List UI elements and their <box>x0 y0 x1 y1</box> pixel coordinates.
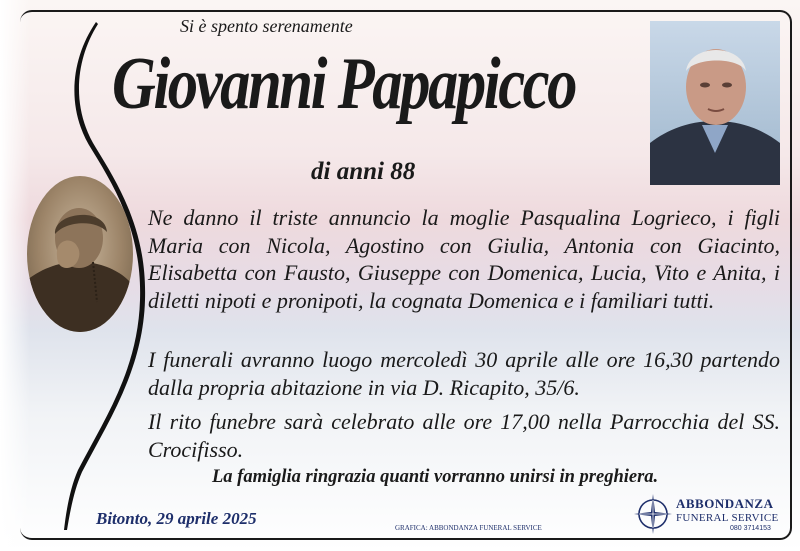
place-date: Bitonto, 29 aprile 2025 <box>96 509 257 528</box>
announcement-paragraph: Ne danno il triste annuncio la moglie Pasqualina Logrieco, i figli Maria con Nicola, Agostino con Giulia, Antonia con Giacinto, Elisabetta con Fausto, Giuseppe con Domenica, Lucia, Vito e Anita, i diletti nipoti e pronipoti, la cognata Domenica e i familiari tutti. <box>148 205 780 313</box>
thanks-line: La famiglia ringrazia quanti vorranno unirsi in preghiera. <box>212 467 659 487</box>
intro-line: Si è spento serenamente <box>180 16 353 36</box>
saint-figure <box>27 176 133 332</box>
portrait-figure <box>650 21 780 185</box>
funeral-service-logo <box>634 494 784 536</box>
logo-phone: 080 3714153 <box>730 525 771 532</box>
portrait-photo <box>650 21 780 185</box>
graphic-credit: GRAFICA: ABBONDANZA FUNERAL SERVICE <box>395 524 542 532</box>
age-line: di anni 88 <box>311 158 416 185</box>
deceased-name: Giovanni Papapicco <box>112 43 576 125</box>
saint-portrait <box>27 176 133 332</box>
funeral-paragraph: I funerali avranno luogo mercoledì 30 aprile alle ore 16,30 partendo dalla propria abitazione in via D. Ricapito, 35/6. <box>148 347 780 400</box>
rite-paragraph: Il rito funebre sarà celebrato alle ore 17,00 nella Parrocchia del SS. Crocifisso. <box>148 409 780 462</box>
compass-logo-icon <box>634 494 672 534</box>
logo-name: ABBONDANZA <box>676 496 774 511</box>
logo-subtitle: FUNERAL SERVICE <box>676 512 779 524</box>
